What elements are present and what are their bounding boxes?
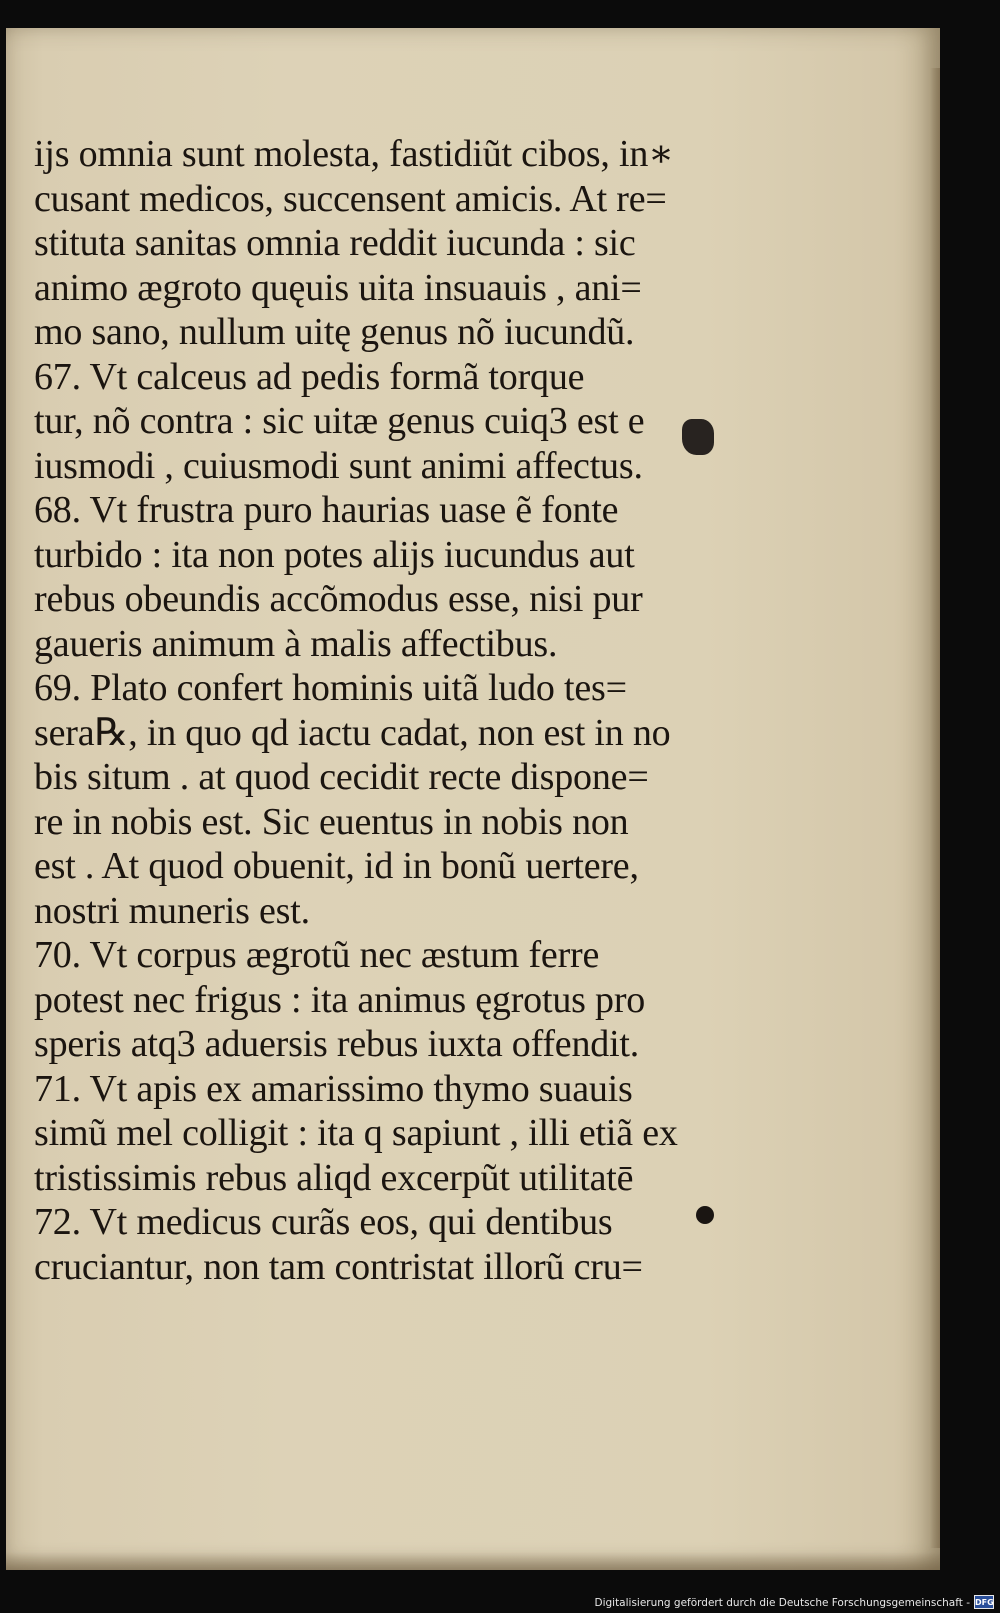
digitization-credit: Digitalisierung gefördert durch die Deutsche Forschungsgemeinschaft -: [594, 1597, 970, 1609]
text-line: re in nobis est. Sic euentus in nobis non: [34, 800, 629, 843]
page-bottom-shadow: [6, 1552, 940, 1570]
text-line: cusant medicos, succensent amicis. At re=: [34, 177, 667, 220]
text-line: sera℞, in quo qd iactu cadat, non est in no: [34, 711, 671, 754]
page-edge-shadow: [930, 68, 940, 1548]
text-line: mo sano, nullum uitę genus nõ iucundũ.: [34, 311, 635, 353]
text-line: speris atq3 aduersis rebus iuxta offendit.: [34, 1023, 640, 1065]
text-line: 67. Vt calceus ad pedis formã torque: [34, 355, 585, 398]
text-line: gaueris animum à malis affectibus.: [34, 622, 558, 665]
text-line: est . At quod obuenit, id in bonũ uertere,: [34, 845, 639, 887]
text-line: potest nec frigus : ita animus ęgrotus pro: [34, 978, 646, 1021]
text-line: 68. Vt frustra puro haurias uase ẽ fonte: [34, 489, 619, 531]
ink-dot-mark: [696, 1206, 714, 1224]
dfg-logo-icon: DFG: [974, 1595, 994, 1609]
text-line: turbido : ita non potes alijs iucundus aut: [34, 533, 635, 576]
footer-bar: [0, 1587, 1000, 1613]
page-text: [34, 132, 734, 1289]
text-line: nostri muneris est.: [34, 889, 310, 932]
text-line: tristissimis rebus aliqd excerpũt utilitatē: [34, 1156, 634, 1199]
text-line: 70. Vt corpus ægrotũ nec æstum ferre: [34, 934, 600, 976]
text-line: stituta sanitas omnia reddit iucunda : sic: [34, 222, 636, 264]
text-line: 69. Plato confert hominis uitã ludo tes=: [34, 667, 627, 709]
ink-blot-mark: [682, 419, 714, 455]
book-page: [6, 28, 940, 1570]
text-line: animo ægroto quęuis uita insuauis , ani=: [34, 266, 642, 309]
text-line: bis situm . at quod cecidit recte dispone=: [34, 756, 649, 798]
text-line: 71. Vt apis ex amarissimo thymo suauis: [34, 1067, 633, 1110]
text-line: simũ mel colligit : ita q sapiunt , illi etiã ex: [34, 1112, 678, 1154]
text-line: ijs omnia sunt molesta, fastidiũt cibos, in∗: [34, 133, 674, 175]
text-line: rebus obeundis accõmodus esse, nisi pur: [34, 578, 643, 620]
text-line: iusmodi , cuiusmodi sunt animi affectus.: [34, 444, 643, 487]
text-line: 72. Vt medicus curãs eos, qui dentibus: [34, 1201, 613, 1243]
text-line: cruciantur, non tam contristat illorũ cru=: [34, 1245, 643, 1288]
text-line: tur, nõ contra : sic uitæ genus cuiq3 est e: [34, 400, 645, 442]
